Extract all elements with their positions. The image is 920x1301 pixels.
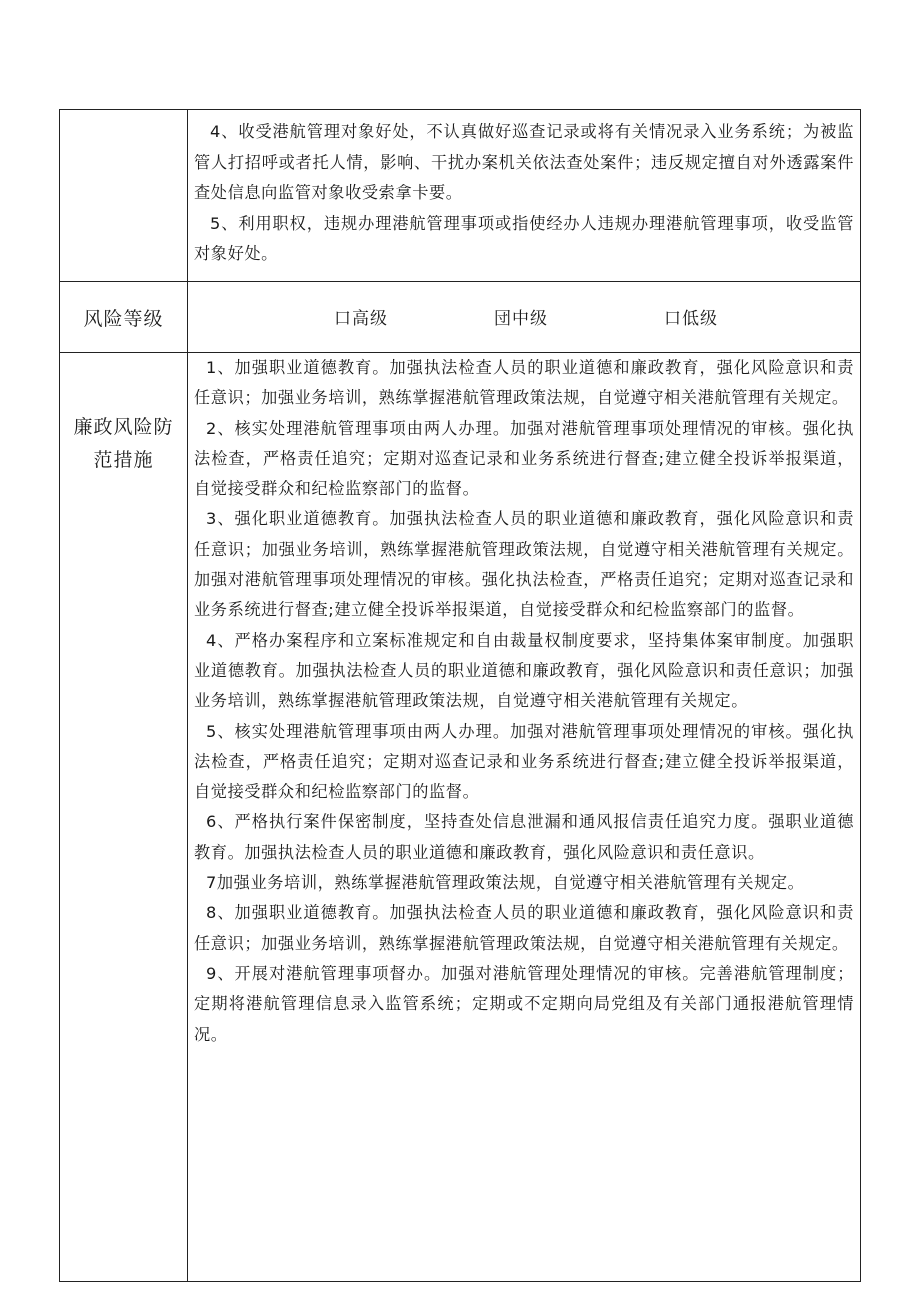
risk-behavior-item: 4、收受港航管理对象好处，不认真做好巡查记录或将有关情况录入业务系统；为被监管人打招呼或者托人情，影响、干扰办案机关依法查处案件；违反规定擅自对外透露案件查处信息向监管对象收受索拿卡要。	[194, 122, 854, 202]
prevention-measures-label-line: 范措施	[93, 449, 154, 471]
prevention-measure-item: 4、严格办案程序和立案标准规定和自由裁量权制度要求，坚持集体案审制度。加强职业道德教育。加强执法检查人员的职业道德和廉政教育，强化风险意识和责任意识；加强业务培训，熟练掌握港航管理政策法规，自觉遵守相关港航管理有关规定。	[194, 630, 854, 711]
prevention-measure-item: 6、严格执行案件保密制度，坚持查处信息泄漏和通风报信责任追究力度。强职业道德教育。加强执法检查人员的职业道德和廉政教育，强化风险意识和责任意识。	[194, 812, 854, 862]
prevention-measures-row	[60, 353, 861, 1282]
prevention-measures-list	[188, 353, 860, 1050]
risk-behavior-row	[60, 110, 861, 282]
prevention-measure-item: 9、开展对港航管理事项督办。加强对港航管理处理情况的审核。完善港航管理制度；定期将港航管理信息录入监管系统；定期或不定期向局党组及有关部门通报港航管理情况。	[194, 963, 854, 1044]
risk-level-label: 风险等级	[60, 282, 188, 353]
risk-level-option-label: 高级	[352, 309, 388, 329]
risk-level-option-high	[334, 304, 388, 329]
risk-behavior-label-cell	[60, 110, 188, 282]
risk-level-option-label: 中级	[512, 309, 548, 329]
prevention-measure-item: 2、核实处理港航管理事项由两人办理。加强对港航管理事项处理情况的审核。强化执法检查，严格责任追究；定期对巡查记录和业务系统进行督查;建立健全投诉举报渠道，自觉接受群众和纪检监察部门的监督。	[194, 418, 854, 499]
risk-level-option-medium	[494, 304, 548, 329]
prevention-measure-item: 8、加强职业道德教育。加强执法检查人员的职业道德和廉政教育，强化风险意识和责任意识；加强业务培训，熟练掌握港航管理政策法规，自觉遵守相关港航管理有关规定。	[194, 903, 854, 953]
prevention-measure-item: 5、核实处理港航管理事项由两人办理。加强对港航管理事项处理情况的审核。强化执法检查，严格责任追究；定期对巡查记录和业务系统进行督查;建立健全投诉举报渠道，自觉接受群众和纪检监察部门的监督。	[194, 721, 854, 802]
risk-behavior-item: 5、利用职权，违规办理港航管理事项或指使经办人违规办理港航管理事项，收受监管对象好处。	[194, 213, 854, 263]
checkbox-unchecked-icon: 口	[664, 309, 682, 329]
risk-behavior-list	[188, 110, 860, 270]
risk-behavior-content-cell	[188, 110, 861, 282]
risk-table	[59, 109, 861, 1282]
prevention-measure-item: 1、加强职业道德教育。加强执法检查人员的职业道德和廉政教育，强化风险意识和责任意识；加强业务培训，熟练掌握港航管理政策法规，自觉遵守相关港航管理有关规定。	[194, 358, 854, 408]
checkbox-unchecked-icon: 口	[334, 309, 352, 329]
risk-level-options	[188, 282, 861, 353]
prevention-measure-item: 3、强化职业道德教育。加强执法检查人员的职业道德和廉政教育，强化风险意识和责任意识；加强业务培训，熟练掌握港航管理政策法规，自觉遵守相关港航管理有关规定。加强对港航管理事项处理情况的审核。强化执法检查，严格责任追究；定期对巡查记录和业务系统进行督查;建立健全投诉举报渠道，自觉接受群众和纪检监察部门的监督。	[194, 509, 854, 620]
risk-level-option-label: 低级	[682, 309, 718, 329]
prevention-measures-content-cell	[188, 353, 861, 1282]
checkbox-checked-icon: 団	[494, 309, 512, 329]
prevention-measures-label	[60, 353, 188, 1282]
prevention-measures-label-line: 廉政风险防	[73, 416, 174, 438]
risk-level-option-low	[664, 304, 718, 329]
risk-level-row	[60, 282, 861, 353]
prevention-measure-item: 7加强业务培训，熟练掌握港航管理政策法规，自觉遵守相关港航管理有关规定。	[206, 873, 805, 893]
